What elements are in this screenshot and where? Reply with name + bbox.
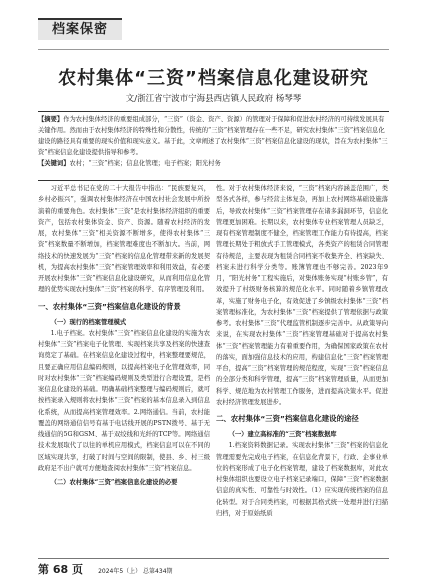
abstract-text: 作为农村集体经济的重要组成部分，“三资”（资金、资产、资源）的管理对于保障和促进农村经济的可持续发展具有关键作用。然而由于农村集体经济的特殊性和分散性，传统的“三资”档案管理存在一些不足，研究农村集体“三资”档案信息化建设的路径具有重要的现实价值和现实意义。基于此，文章阐述了农村集体“三资”档案信息化建设的现状，旨在为农村集体“三资”档案信息化建设提供指导和参考。 bbox=[38, 116, 388, 156]
keywords-label: 【关键词】 bbox=[38, 160, 70, 167]
abstract-label: 【摘要】 bbox=[38, 116, 64, 123]
section-heading-1: 一、农村集体“三资”档案信息化建设的背景 bbox=[38, 301, 181, 311]
article-title: 农村集体“三资”档案信息化建设研究 bbox=[58, 68, 369, 89]
keywords bbox=[38, 158, 389, 169]
intro-paragraph: 习近平总书记在党的二十大报告中指出：“民族要复兴，乡村必振兴”，强调农村集体经济在中国农村社会发展中所扮演着的重要角色。农村集体“三资”是农村集体经济组织的重要资产，包括农村集体资金、资产、资源。随着农村经济的发展，农村集体“三资”相关资源不断增多，使得农村集体“三资”档案数量不断增加，档案管理难度也不断加大。当前，网络技术的快速发展为“三资”档案的信息化管理带来新的发展契机，为提高农村集体“三资”档案管理效率和利用效益，有必要开展农村集体“三资”档案信息化建设研究，从而利用信息化管理的优势实现农村集体“三资”档案的科学、有序管理及利用。 bbox=[38, 185, 210, 294]
issue-info: 2024年5（上） 总第434期 bbox=[98, 568, 173, 575]
body-paragraph: 1.档案资料数据记录。实现农村集体“三资”档案的信息化管理需要先完成电子档案，在信息化背景下，行政、企事业单位的档案形成了电子化档案管理，建设了档案数据库，对此农村集体组织也要设立电子档案记录端口，保障“三资”档案数据信息的真实性、可靠性与时效性。（1）应实现传统档案的信息化转型。对于合同类档案，可根据其格式统一处理并进行扫描归档，对于原始纸质 bbox=[216, 442, 388, 517]
section-tab: 档案保密 bbox=[38, 18, 122, 40]
subsection-heading-2-1: （一）建立高标准的“三资”档案数据库 bbox=[228, 431, 337, 438]
author-byline: 文/浙江省宁波市宁海县西店镇人民政府 杨琴琴 bbox=[125, 94, 302, 104]
body-paragraph: 1.电子档案。农村集体“三资”档案信息化建设的实施为农村集体“三资”档案电子化管理、实现档案共享及档案的快速查询奠定了基础。在档案信息化建设过程中，档案整理要规范，且要正确应用信息编码规则，以提高档案电子化管理效率，同时对农村集体“三资”档案编码规则及类型进行合理设置，是档案信息化建设的基础。明确基础档案整理与编码规则后，就可按档案录入规则将农村集体“三资”档案的基本信息录入到信息化系统，从而提高档案管理效率。2.网络通信。当前，农村能覆盖的网络通信信号有基于电话线开展的PSTN拨号、基于无线通信的5G和GSM、基于双绞线和光纤的TCP等。网络通信技术发展取代了以往的单机应用模式，档案信息可以在不同的区域实现共享，打破了时间与空间的限制，使县、乡、村三级政府足不出户就可方便地查阅农村集体“三资”档案信息。 bbox=[38, 329, 210, 472]
page-footer bbox=[38, 558, 173, 577]
section-heading-2: 二、农村集体“三资”档案信息化建设的途径 bbox=[216, 414, 359, 423]
subsection-heading-1-2: （二）农村集体“三资”档案信息化建设的必要 bbox=[50, 479, 178, 486]
subsection-heading-1-1: （一）现行的档案管理模式 bbox=[50, 318, 127, 326]
abstract-box bbox=[38, 111, 389, 181]
left-column bbox=[38, 183, 210, 488]
body-paragraph: 性。对于农村集体经济来说，“三资”档案内容涵盖范围广，类型各式各样，参与经营主体复杂，再加上农村网络基础设施落后，导致农村集体“三资”档案管理存在诸多漏洞环节，信息化管理更加困难。长期以来，农村集体专业档案管理人员缺乏，现有档案管理制度不健全，档案管理工作能力有待提高，档案管理长期处于粗放式手工管理模式，各类资产的租赁合同管理有待规范，主要表现为租赁合同档案不收集齐全、档案缺失、档案未进行科学分类等。账簿管理也不够完善。2023年9月，“阳光村务”工程实施后，对集体账务实现“村账乡管”，有效提升了村级财务核算的规范化水平。同时随着乡镇管理改革，实施了财务电子化，有效促进了乡镇级农村集体“三资”档案管理标准化，为农村集体“三资”档案提供了管理依据与政策参考。农村集体“三资”代理监管机制逐步完善中。从政策导向来说，在实现农村集体“三资”档案管理基础对于提高农村集体“三资”档案管理能力有着重要作用，为确保国家政策在农村的落实，面加强信息技术的应用，构建信息化“三资”档案管理平台，提高“三资”档案管理的规范程度，实现“三资”档案信息的全部分类和科学管理，提高“三资”档案管理质量，从而更加科学、规范地为农村管理工作服务，进而提高决策水平。促进农村经济管理发展进步。 bbox=[216, 185, 388, 406]
top-rule bbox=[38, 49, 389, 50]
right-column bbox=[216, 183, 388, 519]
page-number: 第 68 页 bbox=[38, 563, 83, 576]
keywords-text: 农村；“三资”档案；信息化管理；电子档案；阳光村务 bbox=[69, 160, 221, 167]
abstract bbox=[38, 114, 389, 158]
